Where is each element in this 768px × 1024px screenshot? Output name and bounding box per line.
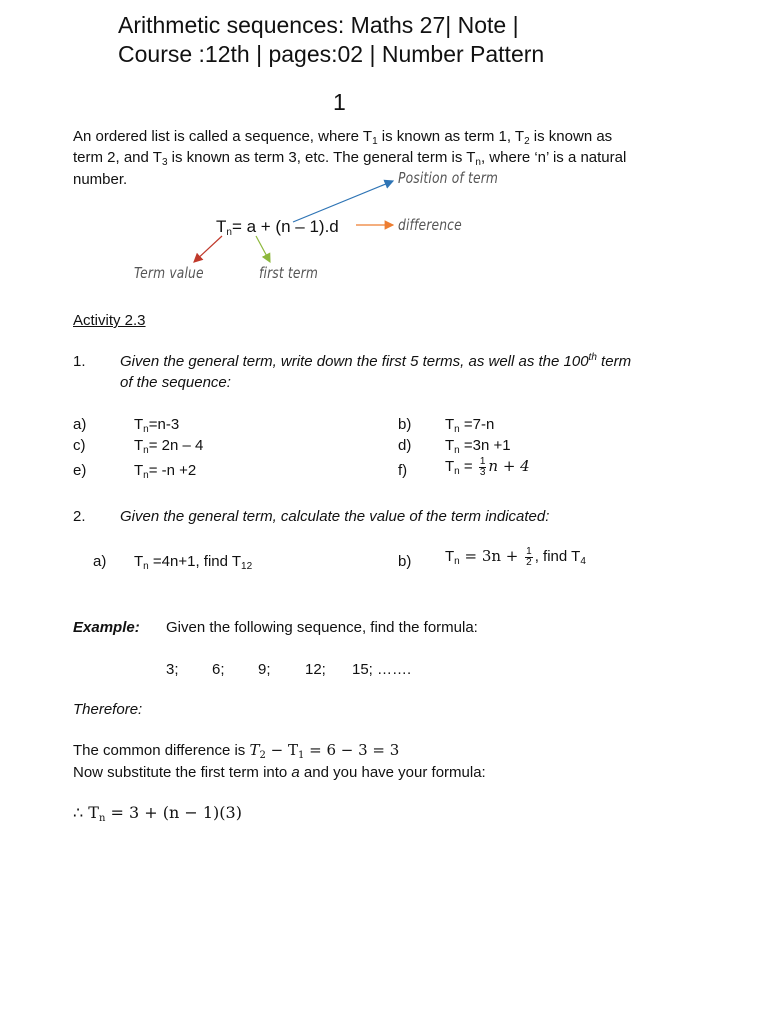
arrow-term-value <box>194 236 222 262</box>
q2-text: Given the general term, calculate the value of the term indicated: <box>120 508 550 525</box>
q1-item-expr: $T_n$ = $\frac{1}{3}$ n + 4 <box>445 455 530 478</box>
q1-item-expr: $T_n= -n +2$ <box>134 462 197 481</box>
page-number: 1 <box>333 89 346 115</box>
q2-number: 2. <box>73 508 86 525</box>
q1-item-label: e) <box>73 462 87 479</box>
q1-item-expr: $T_n =7-n$ <box>445 416 495 435</box>
title-line-2: Course :12th | pages:02 | Number Pattern <box>118 41 545 67</box>
therefore-label: Therefore: <box>73 701 143 718</box>
q2-b-expr: $T_n = 3n$ + $\frac{1}{2}$ , find $T_4$ <box>445 545 586 568</box>
sequence-term: 12; <box>305 661 326 678</box>
substitute-line: Now substitute the first term into a and you have your formula: <box>73 764 486 781</box>
sequence-term: 9; <box>258 661 271 678</box>
q1-item-expr: $T_n= 2n - 4$ <box>134 437 204 456</box>
sequence-term: 3; <box>166 661 179 678</box>
q1-item-label: c) <box>73 437 86 454</box>
q1-text-line-2: of the sequence: <box>120 374 231 391</box>
q1-item-label: d) <box>398 437 412 454</box>
q1-text-line-1: Given the general term, write down the first 5 terms, as well as the 100th term <box>120 352 632 370</box>
q2-b-label: b) <box>398 553 412 570</box>
title-line-1: Arithmetic sequences: Maths 27| Note | <box>118 12 519 38</box>
sequence-term: 15; ……. <box>352 661 412 678</box>
common-difference-line: The common difference is $T_2 - T_1 = 6 - 3 = 3$ <box>73 741 400 761</box>
sequence-term: 6; <box>212 661 225 678</box>
q2-a-expr: $T_n =4n+1$, find $T_{12}$ <box>134 553 253 572</box>
arrow-first-term <box>256 236 270 262</box>
final-formula: ∴ $T_n = 3 + (n - 1)(3)$ <box>73 803 242 824</box>
q2-a-label: a) <box>93 553 107 570</box>
q1-item-expr: $T_n=n-3$ <box>134 416 180 435</box>
example-label: Example: <box>73 619 140 636</box>
q1-number: 1. <box>73 353 86 370</box>
intro-line-3: number. <box>73 171 128 188</box>
intro-line-1: An ordered list is called a sequence, where $T_1$ is known as term 1, $T_2$ is known as <box>73 128 613 147</box>
label-position-of-term: Position of term <box>398 169 499 187</box>
label-first-term: first term <box>259 264 319 282</box>
q1-item-label: a) <box>73 416 87 433</box>
q1-item-label: f) <box>398 462 408 479</box>
label-term-value: Term value <box>134 264 204 282</box>
label-difference: difference <box>398 216 462 234</box>
q1-item-label: b) <box>398 416 412 433</box>
intro-line-2: term 2, and $T_3$ is known as term 3, etc. The general term is $T_n$, where ‘n’ is a natural <box>73 149 627 168</box>
q1-item-expr: $T_n =3n +1$ <box>445 437 511 456</box>
activity-heading: Activity 2.3 <box>73 312 146 329</box>
example-text: Given the following sequence, find the formula: <box>166 619 478 636</box>
diagram-arrows <box>0 0 768 320</box>
general-term-formula: $T_n= a + (n - 1).d$ <box>216 217 339 238</box>
arrow-position <box>293 181 393 222</box>
